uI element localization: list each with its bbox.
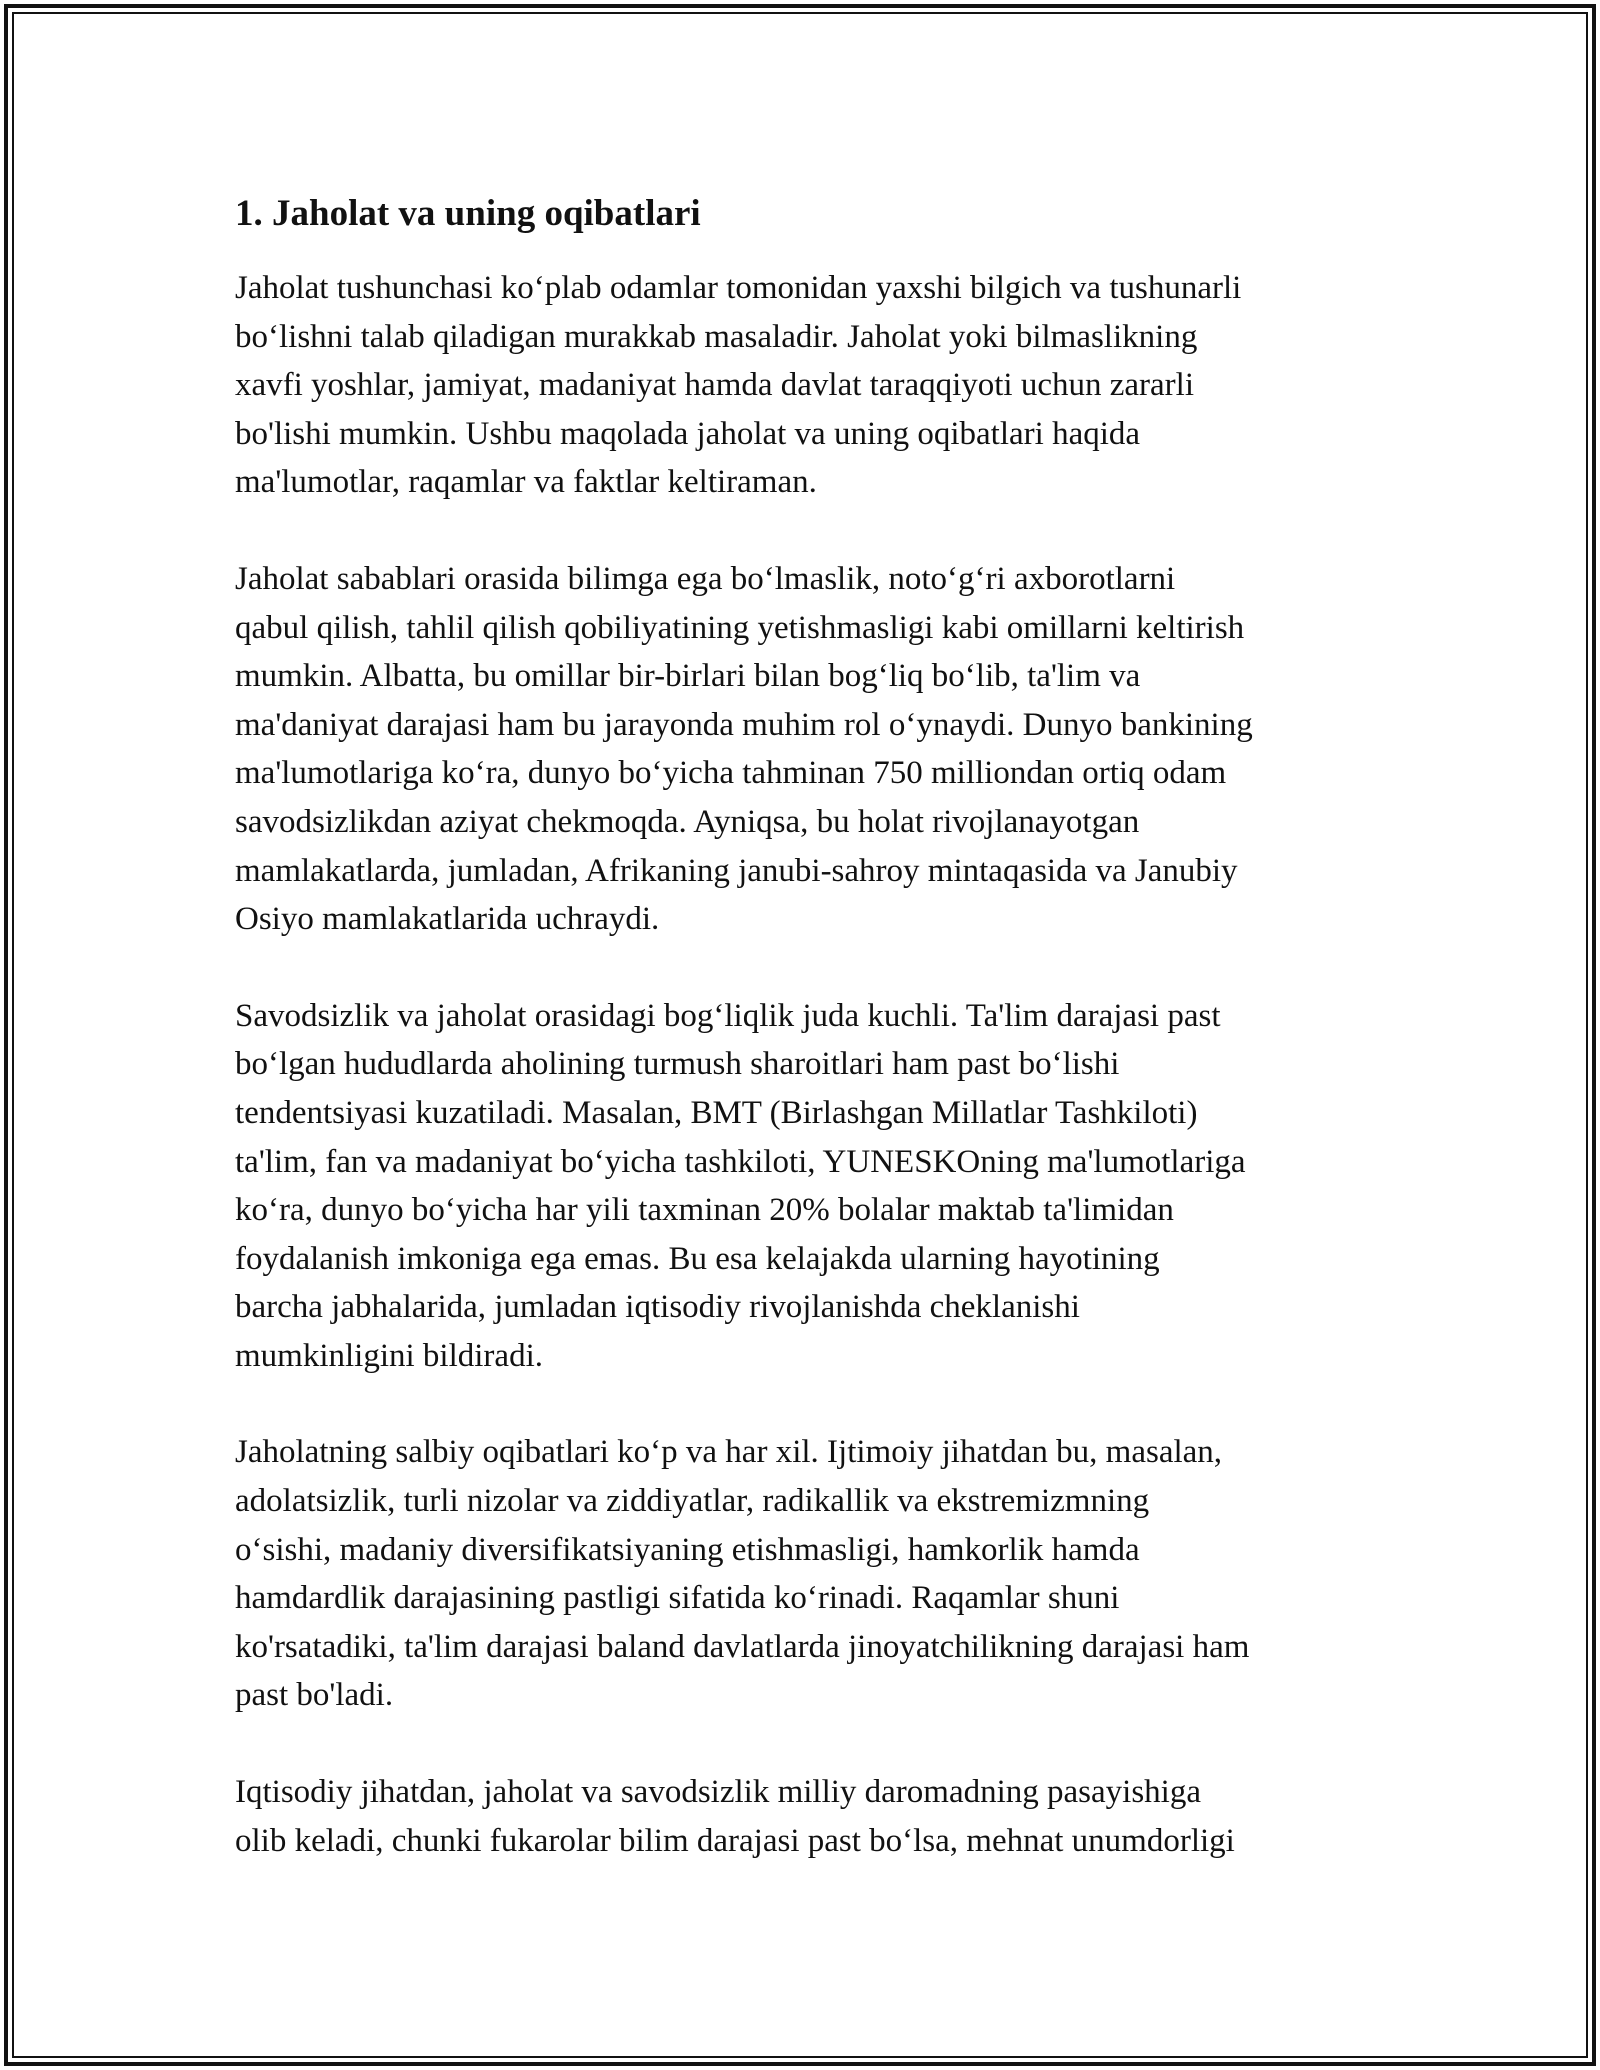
text-line: savodsizlikdan aziyat chekmoqda. Ayniqsa, bu holat rivojlanayotgan <box>235 803 1140 840</box>
text-line: barcha jabhalarida, jumladan iqtisodiy rivojlanishda cheklanishi <box>235 1289 1080 1326</box>
text-line: olib keladi, chunki fukarolar bilim darajasi past boʻlsa, mehnat unumdorligi <box>235 1822 1235 1859</box>
paragraph-5 <box>235 1768 1375 1865</box>
text-line: Savodsizlik va jaholat orasidagi bogʻliqlik juda kuchli. Ta'lim darajasi past <box>235 997 1221 1034</box>
paragraph-3 <box>235 992 1375 1381</box>
text-line: Jaholat sabablari orasida bilimga ega boʻlmaslik, notoʻgʻri axborotlarni <box>235 560 1176 597</box>
text-line: oʻsishi, madaniy diversifikatsiyaning etishmasligi, hamkorlik hamda <box>235 1531 1140 1568</box>
text-line: mumkinligini bildiradi. <box>235 1337 543 1374</box>
text-line: mumkin. Albatta, bu omillar bir-birlari bilan bogʻliq boʻlib, ta'lim va <box>235 658 1141 695</box>
text-line: hamdardlik darajasining pastligi sifatida koʻrinadi. Raqamlar shuni <box>235 1580 1120 1617</box>
text-line: ta'lim, fan va madaniyat boʻyicha tashkiloti, YUNESKOning ma'lumotlariga <box>235 1143 1246 1180</box>
text-line: tendentsiyasi kuzatiladi. Masalan, BMT (Birlashgan Millatlar Tashkiloti) <box>235 1094 1198 1131</box>
text-line: past bo'ladi. <box>235 1677 394 1714</box>
text-line: foydalanish imkoniga ega emas. Bu esa kelajakda ularning hayotining <box>235 1240 1160 1277</box>
text-line: boʻlishni talab qiladigan murakkab masaladir. Jaholat yoki bilmaslikning <box>235 318 1198 355</box>
text-line: Iqtisodiy jihatdan, jaholat va savodsizlik milliy daromadning pasayishiga <box>235 1774 1201 1811</box>
text-line: ma'lumotlariga koʻra, dunyo boʻyicha tahminan 750 milliondan ortiq odam <box>235 755 1227 792</box>
text-line: ko'rsatadiki, ta'lim darajasi baland davlatlarda jinoyatchilikning darajasi ham <box>235 1628 1250 1665</box>
text-line: adolatsizlik, turli nizolar va ziddiyatlar, radikallik va ekstremizmning <box>235 1483 1150 1520</box>
text-line: qabul qilish, tahlil qilish qobiliyatining yetishmasligi kabi omillarni keltirish <box>235 609 1245 646</box>
text-line: ma'lumotlar, raqamlar va faktlar keltiraman. <box>235 464 817 501</box>
paragraph-4 <box>235 1428 1375 1720</box>
text-line: Jaholatning salbiy oqibatlari koʻp va har xil. Ijtimoiy jihatdan bu, masalan, <box>235 1434 1223 1471</box>
document-body <box>235 188 1375 1913</box>
text-line: mamlakatlarda, jumladan, Afrikaning janubi-sahroy mintaqasida va Janubiy <box>235 852 1238 889</box>
paragraph-1 <box>235 264 1375 507</box>
text-line: koʻra, dunyo boʻyicha har yili taxminan 20% bolalar maktab ta'limidan <box>235 1192 1174 1229</box>
text-line: bo'lishi mumkin. Ushbu maqolada jaholat va uning oqibatlari haqida <box>235 415 1141 452</box>
text-line: xavfi yoshlar, jamiyat, madaniyat hamda davlat taraqqiyoti uchun zararli <box>235 367 1194 404</box>
text-line: boʻlgan hududlarda aholining turmush sharoitlari ham past boʻlishi <box>235 1046 1120 1083</box>
paragraph-2 <box>235 555 1375 944</box>
text-line: ma'daniyat darajasi ham bu jarayonda muhim rol oʻynaydi. Dunyo bankining <box>235 706 1253 743</box>
text-line: Osiyo mamlakatlarida uchraydi. <box>235 901 660 938</box>
text-line: Jaholat tushunchasi koʻplab odamlar tomonidan yaxshi bilgich va tushunarli <box>235 270 1242 306</box>
section-heading: 1. Jaholat va uning oqibatlari <box>235 193 701 234</box>
